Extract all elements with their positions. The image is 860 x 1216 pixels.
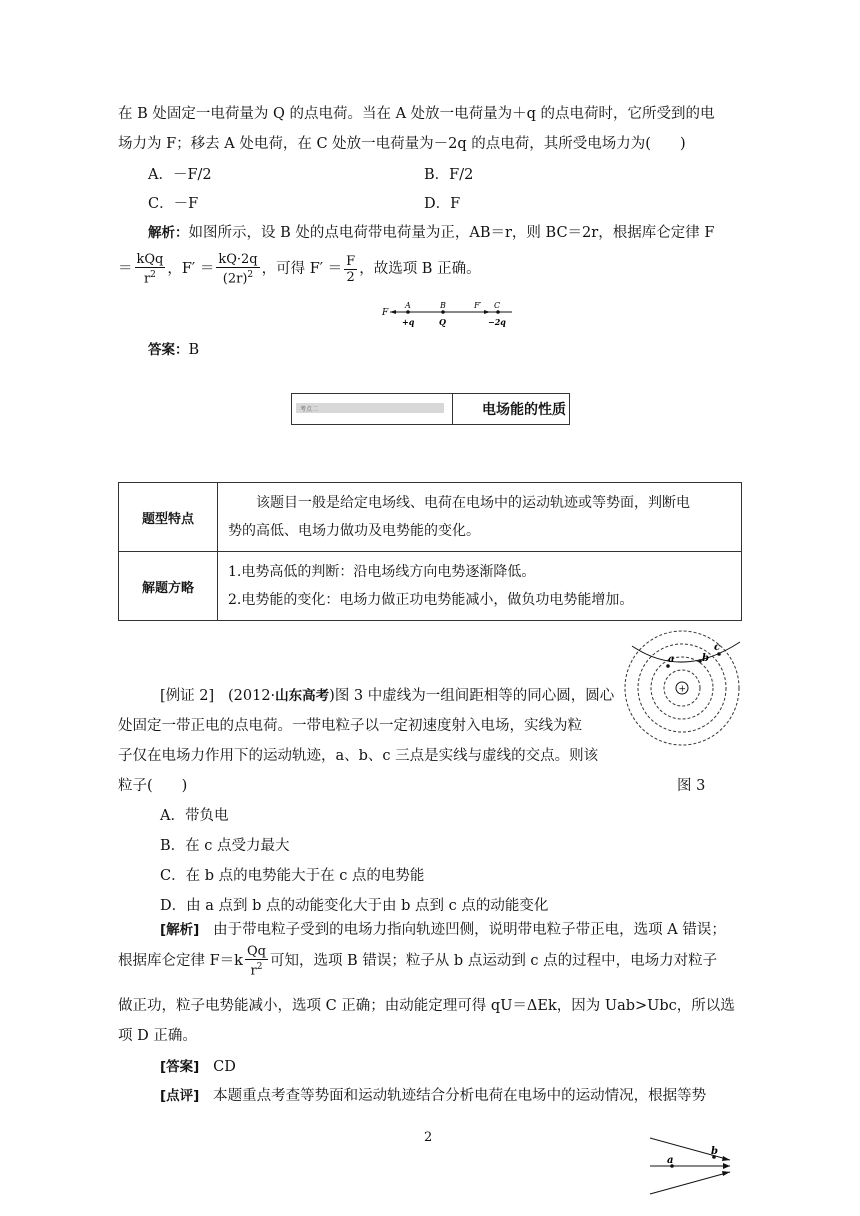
- analysis-2-text-1: 由于带电粒子受到的电场力指向轨迹凹侧，说明带电粒子带正电，选项 A 错误；: [213, 922, 726, 938]
- label-B: B: [440, 301, 446, 310]
- example-2-line-1: [160, 686, 614, 706]
- equals: ＝: [118, 261, 133, 278]
- answer-2-label: [答案]: [160, 1059, 200, 1075]
- page-number: 2: [424, 1130, 433, 1145]
- label-F: F: [382, 308, 389, 318]
- analysis-text: 如图所示，设 B 处的点电荷带电荷量为正，AB＝r，则 BC＝2r，根据库仑定律 F: [188, 225, 715, 241]
- force-arrow-left: [390, 310, 396, 314]
- example-source-a: (2012·: [227, 688, 276, 704]
- method-table: [118, 482, 742, 621]
- option-a: A．－F/2: [148, 167, 212, 183]
- example-option-c: C．在 b 点的电势能大于在 c 点的电势能: [160, 868, 425, 884]
- section-header: [291, 393, 570, 425]
- answer-2-value: CD: [213, 1059, 236, 1075]
- comment-line: [160, 1086, 706, 1106]
- fraction-3: [344, 254, 357, 285]
- section-tag-text: 考点二: [300, 406, 319, 413]
- label-plus-q: +q: [402, 317, 415, 327]
- example-source-b: 山东高考: [275, 688, 330, 704]
- analysis-2-line-4: 项 D 正确。: [118, 1028, 197, 1044]
- arrow-bottom: [722, 1171, 730, 1176]
- analysis-1-formula: [118, 252, 481, 286]
- label-Fp: F′: [474, 301, 482, 310]
- example-tag: [例证 2]: [160, 688, 215, 704]
- fraction-2-num: kQ·2q: [218, 252, 258, 267]
- example-2-line-4: 粒子( ): [118, 778, 188, 794]
- point-a: [406, 310, 410, 314]
- answer-value: B: [188, 342, 200, 358]
- section-title: 电场能的性质: [482, 402, 566, 418]
- field-line-top: [650, 1138, 730, 1160]
- comment-text: 本题重点考查等势面和运动轨迹结合分析电荷在电场中的运动情况，根据等势: [213, 1088, 707, 1104]
- fraction-1-num: kQq: [136, 252, 164, 267]
- fraction-1-den: $r^2$: [143, 270, 156, 287]
- answer-1: [148, 340, 199, 360]
- features-line-2: 势的高低、电场力做功及电势能的变化。: [228, 523, 480, 539]
- label-a: a: [668, 654, 675, 665]
- center-plus: +: [678, 684, 687, 695]
- example-option-a: A．带负电: [160, 808, 229, 824]
- strategy-line-1: 1.电势高低的判断：沿电场线方向电势逐渐降低。: [228, 564, 536, 580]
- field-line-bottom: [650, 1172, 730, 1194]
- label-C: C: [494, 301, 501, 310]
- fraction-2-den: $(2r)^2$: [222, 270, 254, 287]
- trajectory: [632, 642, 740, 662]
- arrow-top: [722, 1156, 730, 1161]
- fraction-3-den: 2: [346, 269, 355, 285]
- point-b: [441, 310, 445, 314]
- analysis-2-line-3: 做正功，粒子电势能减小，选项 C 正确；由动能定理可得 qU＝ΔEk，因为 Uab>Ubc，所以选: [118, 998, 735, 1014]
- analysis-label: 解析：: [148, 225, 189, 241]
- analysis-2-line-1: [160, 920, 726, 940]
- analysis-2-pre: 根据库仑定律 F＝k: [118, 953, 243, 970]
- section-divider: [452, 394, 453, 424]
- answer-2: [160, 1057, 236, 1077]
- fraction-1: [135, 252, 166, 286]
- formula-mid-1: ，F′ ＝: [167, 261, 215, 278]
- table-row: [119, 552, 742, 621]
- label-minus-2q: −2q: [488, 317, 506, 327]
- point-c: [496, 310, 500, 314]
- answer-label: 答案：: [148, 342, 189, 358]
- fraction-qq: [245, 944, 268, 978]
- example-line-1-rest: )图 3 中虚线为一组间距相等的同心圆，圆心: [329, 688, 615, 704]
- example-2-line-3: 子仅在电场力作用下的运动轨迹，a、b、c 三点是实线与虚线的交点。则该: [118, 748, 599, 764]
- label-c: c: [714, 642, 721, 653]
- figure-3-concentric-circles: [622, 628, 742, 750]
- table-cell-strategy: [218, 552, 742, 621]
- formula-tail: ，故选项 B 正确。: [359, 261, 481, 278]
- analysis-2-label: [解析]: [160, 922, 200, 938]
- question-line-2: 场力为 F；移去 A 处电荷，在 C 处放一电荷量为－2q 的点电荷，其所受电场力为( ): [118, 136, 686, 152]
- bottom-field-figure: [645, 1130, 735, 1200]
- fraction-2: [216, 252, 259, 286]
- figure-3-caption: 图 3: [677, 778, 706, 794]
- fraction-3-num: F: [346, 253, 356, 269]
- example-option-d: D．由 a 点到 b 点的动能变化大于由 b 点到 c 点的动能变化: [160, 898, 549, 914]
- analysis-2-line-2: [118, 944, 717, 978]
- option-b: B．F/2: [424, 167, 474, 183]
- label-Q: Q: [439, 317, 446, 327]
- option-c: C．－F: [148, 196, 199, 212]
- label-a: a: [667, 1155, 674, 1166]
- section-tag: [296, 403, 444, 413]
- features-line-1: 该题目一般是给定电场线、电荷在电场中的运动轨迹或等势面，判断电: [228, 495, 690, 511]
- force-arrow-right: [484, 310, 490, 314]
- analysis-2-post: 可知，选项 B 错误；粒子从 b 点运动到 c 点的过程中，电场力对粒子: [269, 953, 718, 970]
- example-option-b: B．在 c 点受力最大: [160, 838, 290, 854]
- table-head-strategy: 解题方略: [119, 552, 218, 621]
- arrow-mid: [723, 1163, 730, 1169]
- label-A: A: [405, 301, 411, 310]
- label-b: b: [702, 653, 709, 664]
- strategy-line-2: 2.电势能的变化：电场力做正功电势能减小，做负功电势能增加。: [228, 592, 634, 608]
- question-line-1: 在 B 处固定一电荷量为 Q 的点电荷。当在 A 处放一电荷量为＋q 的点电荷时，它所受到的电: [118, 106, 715, 122]
- comment-label: [点评]: [160, 1088, 200, 1104]
- option-d: D．F: [424, 196, 461, 212]
- table-row: [119, 483, 742, 552]
- table-head-features: 题型特点: [119, 483, 218, 552]
- analysis-1-line-1: [148, 223, 714, 243]
- example-2-line-2: 处固定一带正电的点电荷。一带电粒子以一定初速度射入电场，实线为粒: [118, 718, 582, 734]
- fraction-qq-num: Qq: [246, 944, 266, 959]
- formula-mid-2: ，可得 F′ ＝: [261, 261, 343, 278]
- label-b: b: [711, 1146, 718, 1157]
- fraction-qq-den: $r^2$: [250, 962, 263, 979]
- table-cell-features: [218, 483, 742, 552]
- charge-line-figure: [380, 300, 520, 330]
